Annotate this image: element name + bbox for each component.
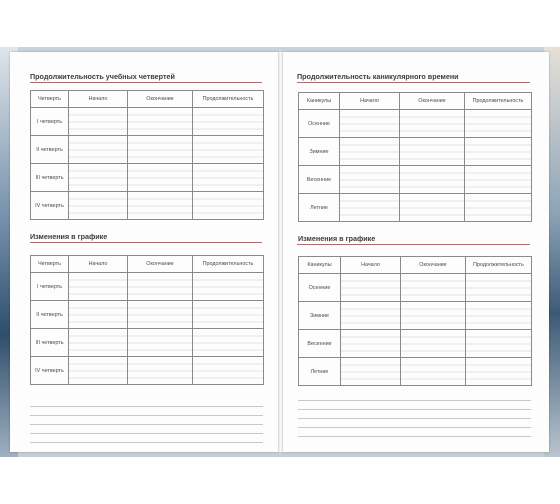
table-row xyxy=(299,166,532,194)
end-cell[interactable] xyxy=(401,302,466,330)
duration-cell[interactable] xyxy=(465,166,532,194)
duration-cell[interactable] xyxy=(193,164,264,192)
start-cell[interactable] xyxy=(69,108,128,136)
table-row xyxy=(299,302,532,330)
table-row xyxy=(299,330,532,358)
start-cell[interactable] xyxy=(69,136,128,164)
table-row xyxy=(31,301,264,329)
end-cell[interactable] xyxy=(400,194,465,222)
duration-cell[interactable] xyxy=(193,136,264,164)
column-header: Начало xyxy=(341,257,401,274)
start-cell[interactable] xyxy=(340,138,400,166)
schedule-changes-title: Изменения в графике xyxy=(298,234,376,243)
duration-cell[interactable] xyxy=(193,329,264,357)
end-cell[interactable] xyxy=(128,108,193,136)
end-cell[interactable] xyxy=(128,301,193,329)
column-header: Начало xyxy=(69,256,128,273)
table-header-row xyxy=(31,256,264,273)
column-header: Окончание xyxy=(128,91,193,108)
end-cell[interactable] xyxy=(128,329,193,357)
row-label: Летние xyxy=(299,358,341,386)
row-label: I четверть xyxy=(31,273,69,301)
end-cell[interactable] xyxy=(128,273,193,301)
start-cell[interactable] xyxy=(340,194,400,222)
table-row xyxy=(31,329,264,357)
holidays-changes-table xyxy=(298,256,532,386)
table-row xyxy=(299,138,532,166)
row-label: Летние xyxy=(299,194,340,222)
column-header: Продолжительность xyxy=(193,256,264,273)
quarters-changes-table xyxy=(30,255,264,385)
start-cell[interactable] xyxy=(69,273,128,301)
row-label: III четверть xyxy=(31,329,69,357)
duration-cell[interactable] xyxy=(193,273,264,301)
table-row xyxy=(31,164,264,192)
table-row xyxy=(31,136,264,164)
table-row xyxy=(31,357,264,385)
title-underline xyxy=(297,244,530,245)
table-row xyxy=(299,194,532,222)
duration-cell[interactable] xyxy=(466,358,532,386)
row-label: IV четверть xyxy=(31,192,69,220)
title-underline xyxy=(30,82,262,83)
duration-cell[interactable] xyxy=(466,330,532,358)
quarters-duration-title: Продолжительность учебных четвертей xyxy=(30,72,175,81)
row-label: II четверть xyxy=(31,136,69,164)
end-cell[interactable] xyxy=(401,358,466,386)
column-header: Продолжительность xyxy=(193,91,264,108)
column-header: Продолжительность xyxy=(465,93,532,110)
notes-lines[interactable] xyxy=(298,392,531,444)
end-cell[interactable] xyxy=(400,110,465,138)
column-header: Каникулы xyxy=(299,93,340,110)
duration-cell[interactable] xyxy=(465,138,532,166)
start-cell[interactable] xyxy=(69,301,128,329)
column-header: Начало xyxy=(340,93,400,110)
column-header: Окончание xyxy=(401,257,466,274)
row-label: Весенние xyxy=(299,330,341,358)
end-cell[interactable] xyxy=(128,136,193,164)
column-header: Начало xyxy=(69,91,128,108)
row-label: Осенние xyxy=(299,110,340,138)
duration-cell[interactable] xyxy=(193,357,264,385)
quarters-duration-table xyxy=(30,90,264,220)
notes-lines[interactable] xyxy=(30,398,263,443)
end-cell[interactable] xyxy=(128,357,193,385)
schedule-changes-title: Изменения в графике xyxy=(30,232,108,241)
start-cell[interactable] xyxy=(341,274,401,302)
table-header-row xyxy=(299,257,532,274)
holidays-duration-title: Продолжительность каникулярного времени xyxy=(297,72,459,81)
table-row xyxy=(299,274,532,302)
end-cell[interactable] xyxy=(401,274,466,302)
table-row xyxy=(31,192,264,220)
duration-cell[interactable] xyxy=(193,192,264,220)
holidays-duration-table xyxy=(298,92,532,222)
end-cell[interactable] xyxy=(128,192,193,220)
start-cell[interactable] xyxy=(69,357,128,385)
table-row xyxy=(31,108,264,136)
end-cell[interactable] xyxy=(401,330,466,358)
start-cell[interactable] xyxy=(340,166,400,194)
title-underline xyxy=(297,82,530,83)
end-cell[interactable] xyxy=(128,164,193,192)
end-cell[interactable] xyxy=(400,166,465,194)
row-label: II четверть xyxy=(31,301,69,329)
table-header-row xyxy=(31,91,264,108)
start-cell[interactable] xyxy=(69,192,128,220)
table-row xyxy=(31,273,264,301)
row-label: III четверть xyxy=(31,164,69,192)
row-label: I четверть xyxy=(31,108,69,136)
column-header: Четверть xyxy=(31,256,69,273)
left-page xyxy=(10,52,278,452)
end-cell[interactable] xyxy=(400,138,465,166)
column-header: Окончание xyxy=(128,256,193,273)
table-row xyxy=(299,110,532,138)
start-cell[interactable] xyxy=(69,164,128,192)
start-cell[interactable] xyxy=(341,330,401,358)
title-underline xyxy=(30,242,262,243)
start-cell[interactable] xyxy=(69,329,128,357)
table-header-row xyxy=(299,93,532,110)
duration-cell[interactable] xyxy=(466,302,532,330)
duration-cell[interactable] xyxy=(193,301,264,329)
row-label: Зимние xyxy=(299,138,340,166)
duration-cell[interactable] xyxy=(193,108,264,136)
row-label: Осенние xyxy=(299,274,341,302)
start-cell[interactable] xyxy=(340,110,400,138)
duration-cell[interactable] xyxy=(465,194,532,222)
column-header: Продолжительность xyxy=(466,257,532,274)
column-header: Каникулы xyxy=(299,257,341,274)
row-label: IV четверть xyxy=(31,357,69,385)
duration-cell[interactable] xyxy=(466,274,532,302)
column-header: Четверть xyxy=(31,91,69,108)
start-cell[interactable] xyxy=(341,358,401,386)
row-label: Зимние xyxy=(299,302,341,330)
start-cell[interactable] xyxy=(341,302,401,330)
table-row xyxy=(299,358,532,386)
column-header: Окончание xyxy=(400,93,465,110)
duration-cell[interactable] xyxy=(465,110,532,138)
row-label: Весенние xyxy=(299,166,340,194)
right-page xyxy=(283,52,549,452)
